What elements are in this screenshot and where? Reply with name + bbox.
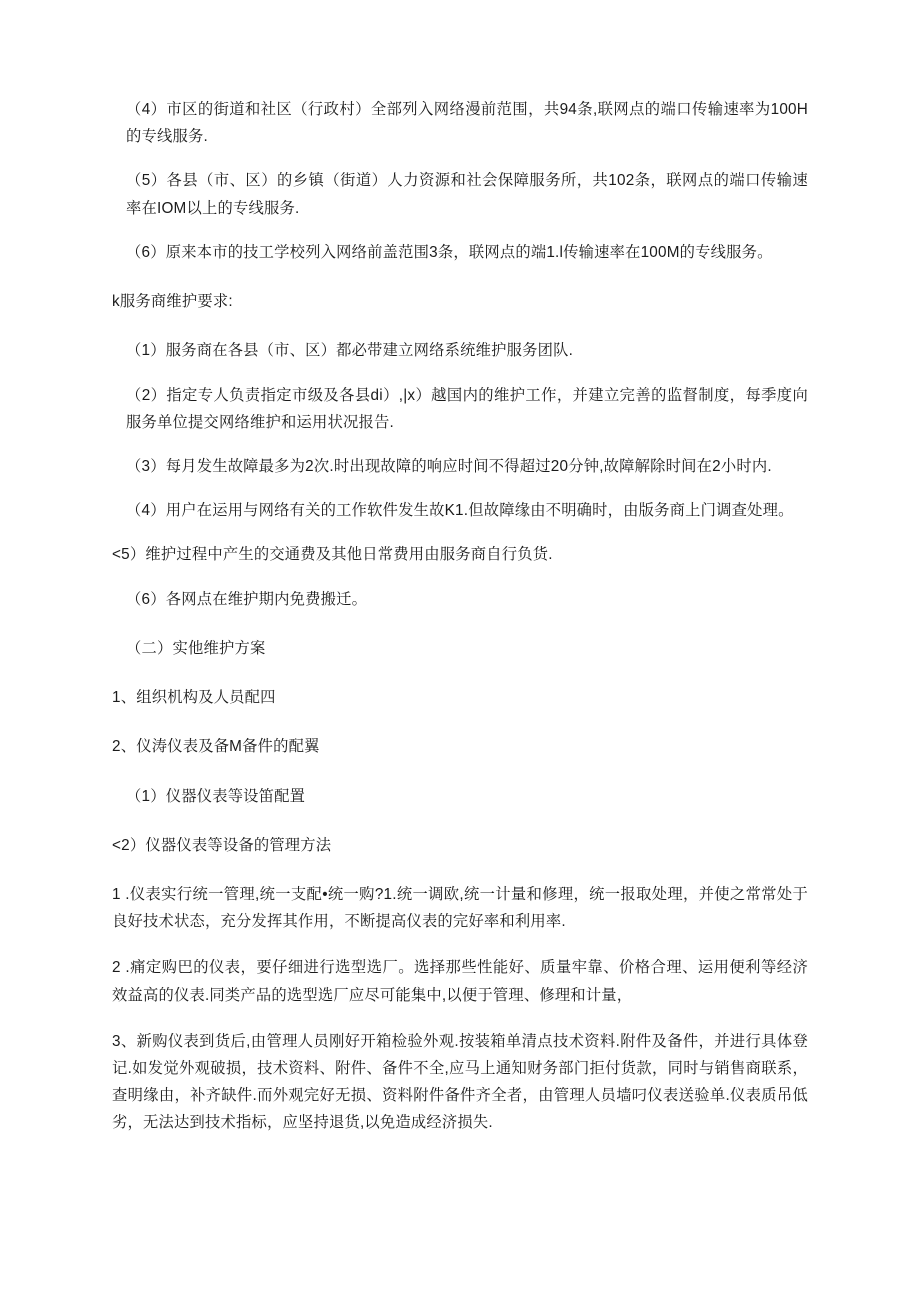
paragraph-heading-service-maintenance: k服务商维护要求: bbox=[112, 293, 233, 311]
paragraph-requirement-5: <5）维护过程中产生的交通费及其他日常费用由服务商自行负货. bbox=[112, 546, 553, 564]
paragraph-requirement-4: （4）用户在运用与网络有关的工作软件发生故K1.但故障缘由不明确时，由版务商上门调查处理。 bbox=[126, 502, 794, 520]
paragraph-requirement-3: （3）每月发生故障最多为2次.时出现故障的响应时间不得超过20分钟,故障解除时间在2小时内. bbox=[126, 457, 772, 475]
paragraph-numbered-2: 2 .痛定购巴的仪表，要仔细进行选型选厂。选择那些性能好、质量牢靠、价格合理、运用便利等经济效益高的仪表.同类产品的选型选厂应尽可能集中,以便于管理、修理和计量， bbox=[112, 959, 808, 1004]
paragraph-requirement-2: （2）指定专人负责指定市级及各县di）,|x）越国内的维护工作，并建立完善的监督制度，每季度向服务单位提交网络维护和运用状况报告. bbox=[126, 386, 808, 431]
paragraph-requirement-6: （6）各网点在维护期内免费搬迁。 bbox=[126, 590, 368, 608]
paragraph-subsection-2-1: （1）仪器仪表等设笛配置 bbox=[126, 787, 306, 805]
paragraph-item-6: （6）原来本市的技工学校列入网络前盖范围3条，联网点的端1.l传输速率在100M的专线服务。 bbox=[126, 243, 773, 261]
paragraph-item-5: （5）各县（市、区）的乡镇（街道）人力资源和社会保障服务所，共102条，联网点的端口传输速率在IOM以上的专线服务. bbox=[126, 172, 808, 217]
paragraph-subsection-1: 1、组织机构及人员配四 bbox=[112, 689, 276, 707]
paragraph-requirement-1: （1）服务商在各县（市、区）都必带建立网络系统维护服务团队. bbox=[126, 342, 574, 360]
document-body bbox=[112, 96, 808, 1137]
paragraph-numbered-3: 3、新购仪表到货后,由管理人员刚好开箱检验外观.按装箱单清点技术资料.附件及备件，并进行具体登记.如发觉外观破损，技术资料、附件、备件不全,应马上通知财务部门拒付货款，同时与销售商联系，查明缘由，补齐缺件.而外观完好无损、资料附件备件齐全者，由管理人员墙叼仪表送验单.仪表质吊低劣，无法达到技术指标，应坚持退货,以免造成经济损失. bbox=[112, 1032, 808, 1132]
paragraph-subsection-2: 2、仪涛仪表及备M备件的配翼 bbox=[112, 738, 320, 756]
paragraph-section-two-heading: （二）实他维护方案 bbox=[126, 639, 266, 657]
paragraph-item-4: （4）市区的街道和社区（行政村）全部列入网络漫前范围，共94条,联网点的端口传输速率为100H的专线服务. bbox=[126, 101, 808, 146]
paragraph-numbered-1: 1 .仪表实行统一管理,统一支配•统一购?1.统一调欧,统一计量和修理，统一报取处理，并使之常常处于良好技术状态，充分发挥其作用，不断提高仪表的完好率和利用率. bbox=[112, 885, 808, 931]
paragraph-subsection-2-2: <2）仪器仪表等设备的管理方法 bbox=[112, 836, 332, 854]
